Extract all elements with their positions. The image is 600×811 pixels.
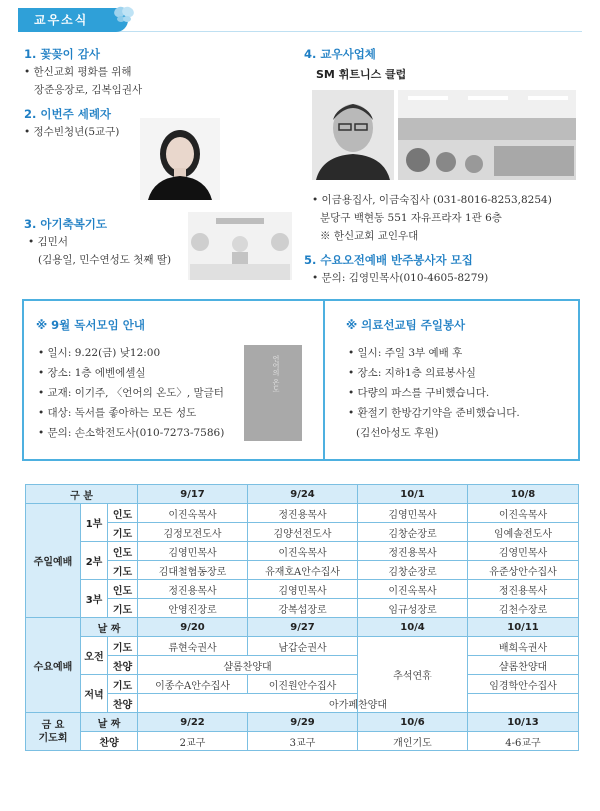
fri-date-1: 9/22 <box>138 713 248 732</box>
section-5-title: 5. 수요오전예배 반주봉사자 모집 <box>304 253 473 267</box>
gido-label: 기도 <box>108 675 138 694</box>
table-row <box>26 599 579 618</box>
table-row <box>26 504 579 523</box>
wed-date-4: 10/11 <box>468 618 579 637</box>
table-row <box>26 675 579 694</box>
table-row <box>26 618 579 637</box>
cell: 김영민목사 <box>138 542 248 561</box>
service-schedule-table <box>25 484 579 751</box>
cell: 김영민목사 <box>468 542 579 561</box>
business-owner-photo <box>312 90 394 180</box>
wed-date-2: 9/27 <box>248 618 358 637</box>
section-4-line-3: ※ 한신교회 교인우대 <box>320 230 419 242</box>
baby-blessing-photo <box>188 212 292 280</box>
fri-date-label: 날 짜 <box>81 713 138 732</box>
sunday-date-4: 10/8 <box>468 485 579 504</box>
friday-label-line-2: 기도회 <box>38 732 68 744</box>
cell: 류현숙권사 <box>138 637 248 656</box>
butterfly-icon <box>112 4 136 24</box>
cell: 김정모전도사 <box>138 523 248 542</box>
fri-date-4: 10/13 <box>468 713 579 732</box>
section-3-line-2: (김용일, 민수연성도 첫째 딸) <box>38 254 172 266</box>
section-1-title: 1. 꽃꽂이 감사 <box>24 47 100 61</box>
cell: 정진용목사 <box>138 580 248 599</box>
section-4-line-2: 분당구 백현동 551 자유프라자 1관 6층 <box>320 212 502 224</box>
section-3-title: 3. 아기축복기도 <box>24 217 108 231</box>
cell: 샬롬찬양대 <box>468 656 579 675</box>
table-row <box>26 656 579 675</box>
cell: 이진옥목사 <box>138 504 248 523</box>
book-cover-image <box>244 345 302 441</box>
section-2-title: 2. 이번주 세례자 <box>24 107 112 121</box>
table-row <box>26 580 579 599</box>
section-3-line-1: • 김민서 <box>28 236 68 248</box>
reading-club-line-1: • 일시: 9.22(금) 낮12:00 <box>38 347 161 359</box>
section-4-line-1: • 이금용집사, 이금숙집사 (031-8016-8253,8254) <box>312 194 552 206</box>
cell: 배희옥권사 <box>468 637 579 656</box>
cell: 임예솔전도사 <box>468 523 579 542</box>
reading-club-line-4: • 대상: 독서를 좋아하는 모든 성도 <box>38 407 197 419</box>
reading-club-line-3: • 교재: 이기주, 〈언어의 온도〉, 말글터 <box>38 387 224 399</box>
cell: 남갑순권사 <box>248 637 358 656</box>
cell: 샬롬찬양대 <box>138 656 358 675</box>
sunday-service-label: 주일예배 <box>26 504 81 618</box>
cell: 2교구 <box>138 732 248 751</box>
wednesday-service-label: 수요예배 <box>26 618 81 713</box>
chanyang-label: 찬양 <box>81 732 138 751</box>
sunday-date-2: 9/24 <box>248 485 358 504</box>
section-2-line-1: • 정수빈청년(5교구) <box>24 126 120 138</box>
cell: 이진옥목사 <box>468 504 579 523</box>
notice-box-divider <box>323 299 325 461</box>
page-title: 교우소식 <box>34 13 89 27</box>
section-4-title: 4. 교우사업체 <box>304 47 376 61</box>
cell: 김천수장로 <box>468 599 579 618</box>
chanyang-label: 찬양 <box>108 694 138 713</box>
wed-date-3: 10/4 <box>358 618 468 637</box>
fri-date-3: 10/6 <box>358 713 468 732</box>
table-row <box>26 637 579 656</box>
chanyang-label: 찬양 <box>108 656 138 675</box>
indo-label: 인도 <box>108 542 138 561</box>
header-gubun: 구 분 <box>26 485 138 504</box>
table-row <box>26 561 579 580</box>
fri-date-2: 9/29 <box>248 713 358 732</box>
cell: 이진옥목사 <box>248 542 358 561</box>
medical-mission-line-2: • 장소: 지하1층 의료봉사실 <box>348 367 476 379</box>
cell: 임경학안수집사 <box>468 675 579 694</box>
cell: 김영민목사 <box>248 580 358 599</box>
section-5-line-1: • 문의: 김영민목사(010-4605-8279) <box>312 272 489 284</box>
reading-club-line-2: • 장소: 1층 에벤에셀실 <box>38 367 146 379</box>
medical-mission-line-3: • 다량의 파스를 구비했습니다. <box>348 387 490 399</box>
section-1-line-1: • 한신교회 평화를 위해 <box>24 66 132 78</box>
table-row <box>26 485 579 504</box>
medical-mission-line-4: • 환절기 한방감기약을 준비했습니다. <box>348 407 520 419</box>
gido-label: 기도 <box>108 637 138 656</box>
cell: 유준상안수집사 <box>468 561 579 580</box>
cell: 정진용목사 <box>468 580 579 599</box>
reading-club-line-5: • 문의: 손소학전도사(010-7273-7586) <box>38 427 225 439</box>
cell: 아가페찬양대 <box>138 694 579 713</box>
cell: 유재호A안수집사 <box>248 561 358 580</box>
wed-date-label: 날 짜 <box>81 618 138 637</box>
cell: 이진원안수집사 <box>248 675 358 694</box>
gido-label: 기도 <box>108 523 138 542</box>
cell: 안영진장로 <box>138 599 248 618</box>
table-row <box>26 523 579 542</box>
holiday-cell: 추석연휴 <box>358 637 468 713</box>
friday-prayer-label <box>26 713 81 751</box>
cell: 이종수A안수집사 <box>138 675 248 694</box>
cell: 김창순장로 <box>358 523 468 542</box>
part-2-label: 2부 <box>81 542 108 580</box>
cell: 김대철협동장로 <box>138 561 248 580</box>
cell: 강복섭장로 <box>248 599 358 618</box>
cell: 정진용목사 <box>358 542 468 561</box>
friday-label-line-1: 금 요 <box>41 719 65 731</box>
table-row <box>26 713 579 732</box>
gym-photo <box>398 90 576 180</box>
table-row <box>26 732 579 751</box>
cell: 3교구 <box>248 732 358 751</box>
indo-label: 인도 <box>108 580 138 599</box>
cell: 4-6교구 <box>468 732 579 751</box>
cell: 개인기도 <box>358 732 468 751</box>
gido-label: 기도 <box>108 561 138 580</box>
book-cover-title: 언어의 온도 <box>272 355 280 393</box>
sunday-date-1: 9/17 <box>138 485 248 504</box>
baptism-person-photo <box>140 118 220 200</box>
part-1-label: 1부 <box>81 504 108 542</box>
section-1-line-2: 장준응장로, 김복임권사 <box>34 84 143 96</box>
part-3-label: 3부 <box>81 580 108 618</box>
cell: 정진용목사 <box>248 504 358 523</box>
table-row <box>26 694 579 713</box>
cell: 임규성장로 <box>358 599 468 618</box>
gido-label: 기도 <box>108 599 138 618</box>
cell: 김창순장로 <box>358 561 468 580</box>
medical-mission-line-1: • 일시: 주일 3부 예배 후 <box>348 347 463 359</box>
cell: 김영민목사 <box>358 504 468 523</box>
indo-label: 인도 <box>108 504 138 523</box>
cell: 김양선전도사 <box>248 523 358 542</box>
table-row <box>26 542 579 561</box>
medical-mission-title: ※ 의료선교팀 주일봉사 <box>346 318 466 332</box>
morning-label: 오전 <box>81 637 108 675</box>
reading-club-title: ※ 9월 독서모임 안내 <box>36 318 145 332</box>
sunday-date-3: 10/1 <box>358 485 468 504</box>
section-4-subtitle: SM 휘트니스 클럽 <box>316 68 407 81</box>
medical-mission-line-5: (김선아성도 후원) <box>356 427 439 439</box>
evening-label: 저녁 <box>81 675 108 713</box>
cell: 이진옥목사 <box>358 580 468 599</box>
wed-date-1: 9/20 <box>138 618 248 637</box>
